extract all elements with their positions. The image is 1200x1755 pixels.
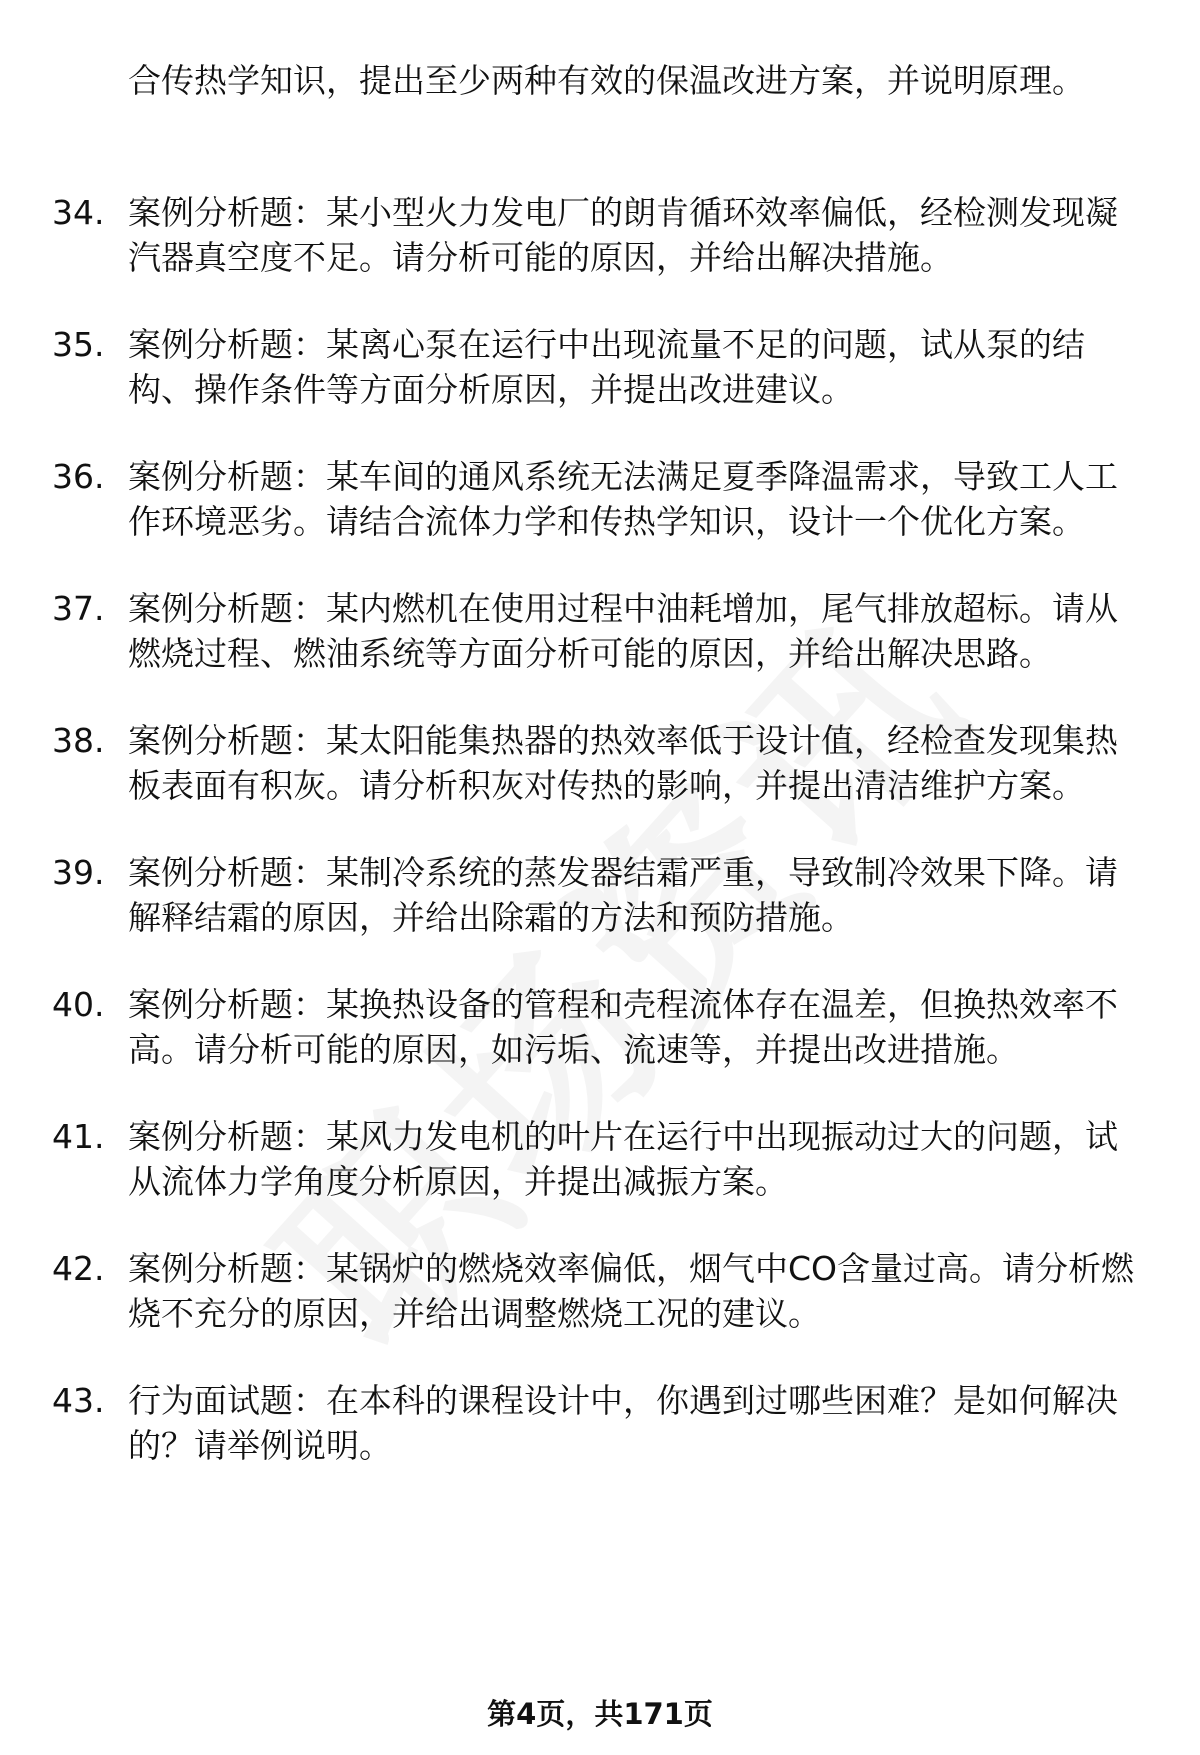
question-number: 41. — [52, 1117, 105, 1156]
question-item — [0, 1114, 1200, 1204]
question-item — [0, 190, 1200, 280]
question-text: 案例分析题：某车间的通风系统无法满足夏季降温需求，导致工人工作环境恶劣。请结合流体力学和传热学知识，设计一个优化方案。 — [128, 457, 1118, 541]
question-item — [0, 718, 1200, 808]
question-number: 43. — [52, 1381, 105, 1420]
question-text: 案例分析题：某制冷系统的蒸发器结霜严重，导致制冷效果下降。请解释结霜的原因，并给出除霜的方法和预防措施。 — [128, 853, 1118, 937]
question-text: 案例分析题：某太阳能集热器的热效率低于设计值，经检查发现集热板表面有积灰。请分析积灰对传热的影响，并提出清洁维护方案。 — [128, 721, 1118, 805]
question-item — [0, 850, 1200, 940]
question-number: 38. — [52, 721, 105, 760]
continuation-text: 合传热学知识，提出至少两种有效的保温改进方案，并说明原理。 — [128, 61, 1085, 100]
question-item — [0, 982, 1200, 1072]
question-number: 40. — [52, 985, 105, 1024]
question-number: 37. — [52, 589, 105, 628]
question-text: 案例分析题：某内燃机在使用过程中油耗增加，尾气排放超标。请从燃烧过程、燃油系统等方面分析可能的原因，并给出解决思路。 — [128, 589, 1118, 673]
question-number: 42. — [52, 1249, 105, 1288]
question-number: 36. — [52, 457, 105, 496]
question-text: 行为面试题：在本科的课程设计中，你遇到过哪些困难？是如何解决的？请举例说明。 — [128, 1381, 1118, 1465]
question-text: 案例分析题：某离心泵在运行中出现流量不足的问题，试从泵的结构、操作条件等方面分析原因，并提出改进建议。 — [128, 325, 1085, 409]
question-item — [0, 1246, 1200, 1336]
question-list — [0, 190, 1200, 1510]
question-text: 案例分析题：某风力发电机的叶片在运行中出现振动过大的问题，试从流体力学角度分析原因，并提出减振方案。 — [128, 1117, 1118, 1201]
question-text: 案例分析题：某换热设备的管程和壳程流体存在温差，但换热效率不高。请分析可能的原因，如污垢、流速等，并提出改进措施。 — [128, 985, 1118, 1069]
page-footer: 第4页，共171页 — [487, 1697, 713, 1731]
question-item — [0, 586, 1200, 676]
question-text: 案例分析题：某锅炉的燃烧效率偏低，烟气中CO含量过高。请分析燃烧不充分的原因，并给出调整燃烧工况的建议。 — [128, 1249, 1135, 1333]
question-item — [0, 322, 1200, 412]
question-item — [0, 1378, 1200, 1468]
question-number: 39. — [52, 853, 105, 892]
question-number: 34. — [52, 193, 105, 232]
question-text: 案例分析题：某小型火力发电厂的朗肯循环效率偏低，经检测发现凝汽器真空度不足。请分析可能的原因，并给出解决措施。 — [128, 193, 1118, 277]
question-item — [0, 454, 1200, 544]
question-number: 35. — [52, 325, 105, 364]
